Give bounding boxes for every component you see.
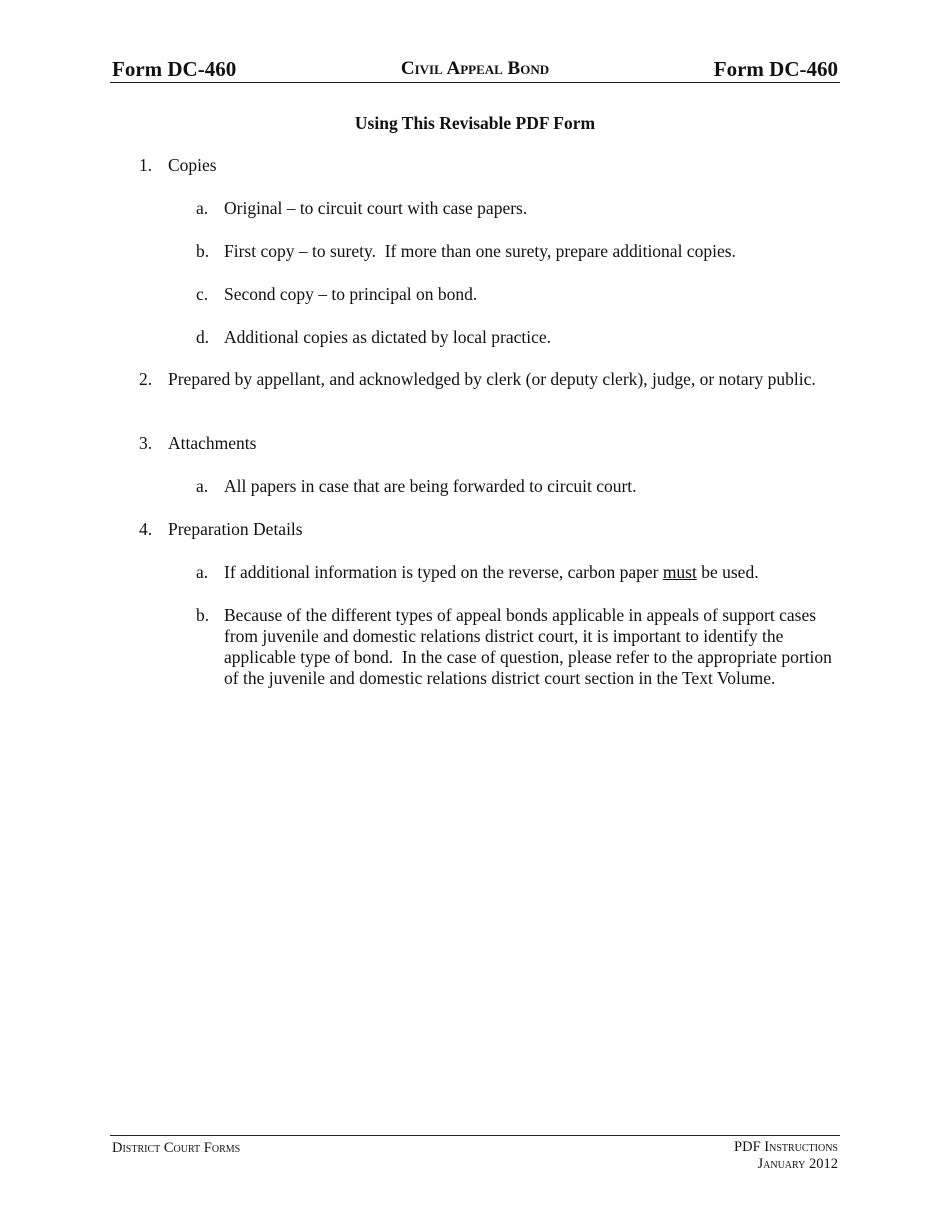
item-text: Preparation Details <box>168 519 303 539</box>
sub-item-letter: a. <box>196 198 209 218</box>
sub-item-letter: b. <box>196 241 210 261</box>
item-text: Attachments <box>168 433 257 453</box>
footer-right <box>734 1139 838 1173</box>
item-number: 1. <box>139 155 153 175</box>
sub-item-text: Second copy – to principal on bond. <box>224 284 478 304</box>
page-footer <box>110 1135 840 1172</box>
sub-item-text: First copy – to surety. If more than one surety, prepare additional copies. <box>224 241 736 261</box>
sub-item-text-after: be used. <box>696 562 759 582</box>
form-number-left: Form DC-460 <box>112 57 237 81</box>
sub-item-text-before: If additional information is typed on the reverse, carbon paper <box>224 562 663 582</box>
item-number: 4. <box>139 519 153 539</box>
page-title: Using This Revisable PDF Form <box>354 113 596 133</box>
page-header <box>110 56 840 83</box>
item-number: 2. <box>139 369 153 389</box>
sub-item-letter: c. <box>196 284 209 304</box>
sub-item-text: Additional copies as dictated by local practice. <box>224 327 552 347</box>
sub-item-letter: a. <box>196 562 209 582</box>
sub-item-text: All papers in case that are being forwarded to circuit court. <box>224 476 637 496</box>
footer-date: January 2012 <box>757 1156 838 1172</box>
sub-item-text: Because of the different types of appeal bonds applicable in appeals of support cases from juvenile and domestic relations district court, it is important to identify the applicable type of bond. In the case of question, please refer to the appropriate portion of the juvenile and domestic relations district court section in the Text Volume. <box>224 605 837 688</box>
item-number: 3. <box>139 433 153 453</box>
form-number-right: Form DC-460 <box>713 57 838 81</box>
footer-instructions-label: PDF Instructions <box>734 1139 838 1155</box>
item-text: Copies <box>168 155 217 175</box>
item-text: Prepared by appellant, and acknowledged by clerk (or deputy clerk), judge, or notary public. <box>168 369 816 389</box>
sub-item-text: Original – to circuit court with case papers. <box>224 198 528 218</box>
sub-item-letter: d. <box>196 327 210 347</box>
sub-item-letter: a. <box>196 476 209 496</box>
emphasis-must: must <box>662 562 697 582</box>
sub-item-letter: b. <box>196 605 210 625</box>
form-title: Civil Appeal Bond <box>400 58 550 79</box>
sub-item-text <box>224 562 844 583</box>
footer-left: District Court Forms <box>112 1140 241 1156</box>
